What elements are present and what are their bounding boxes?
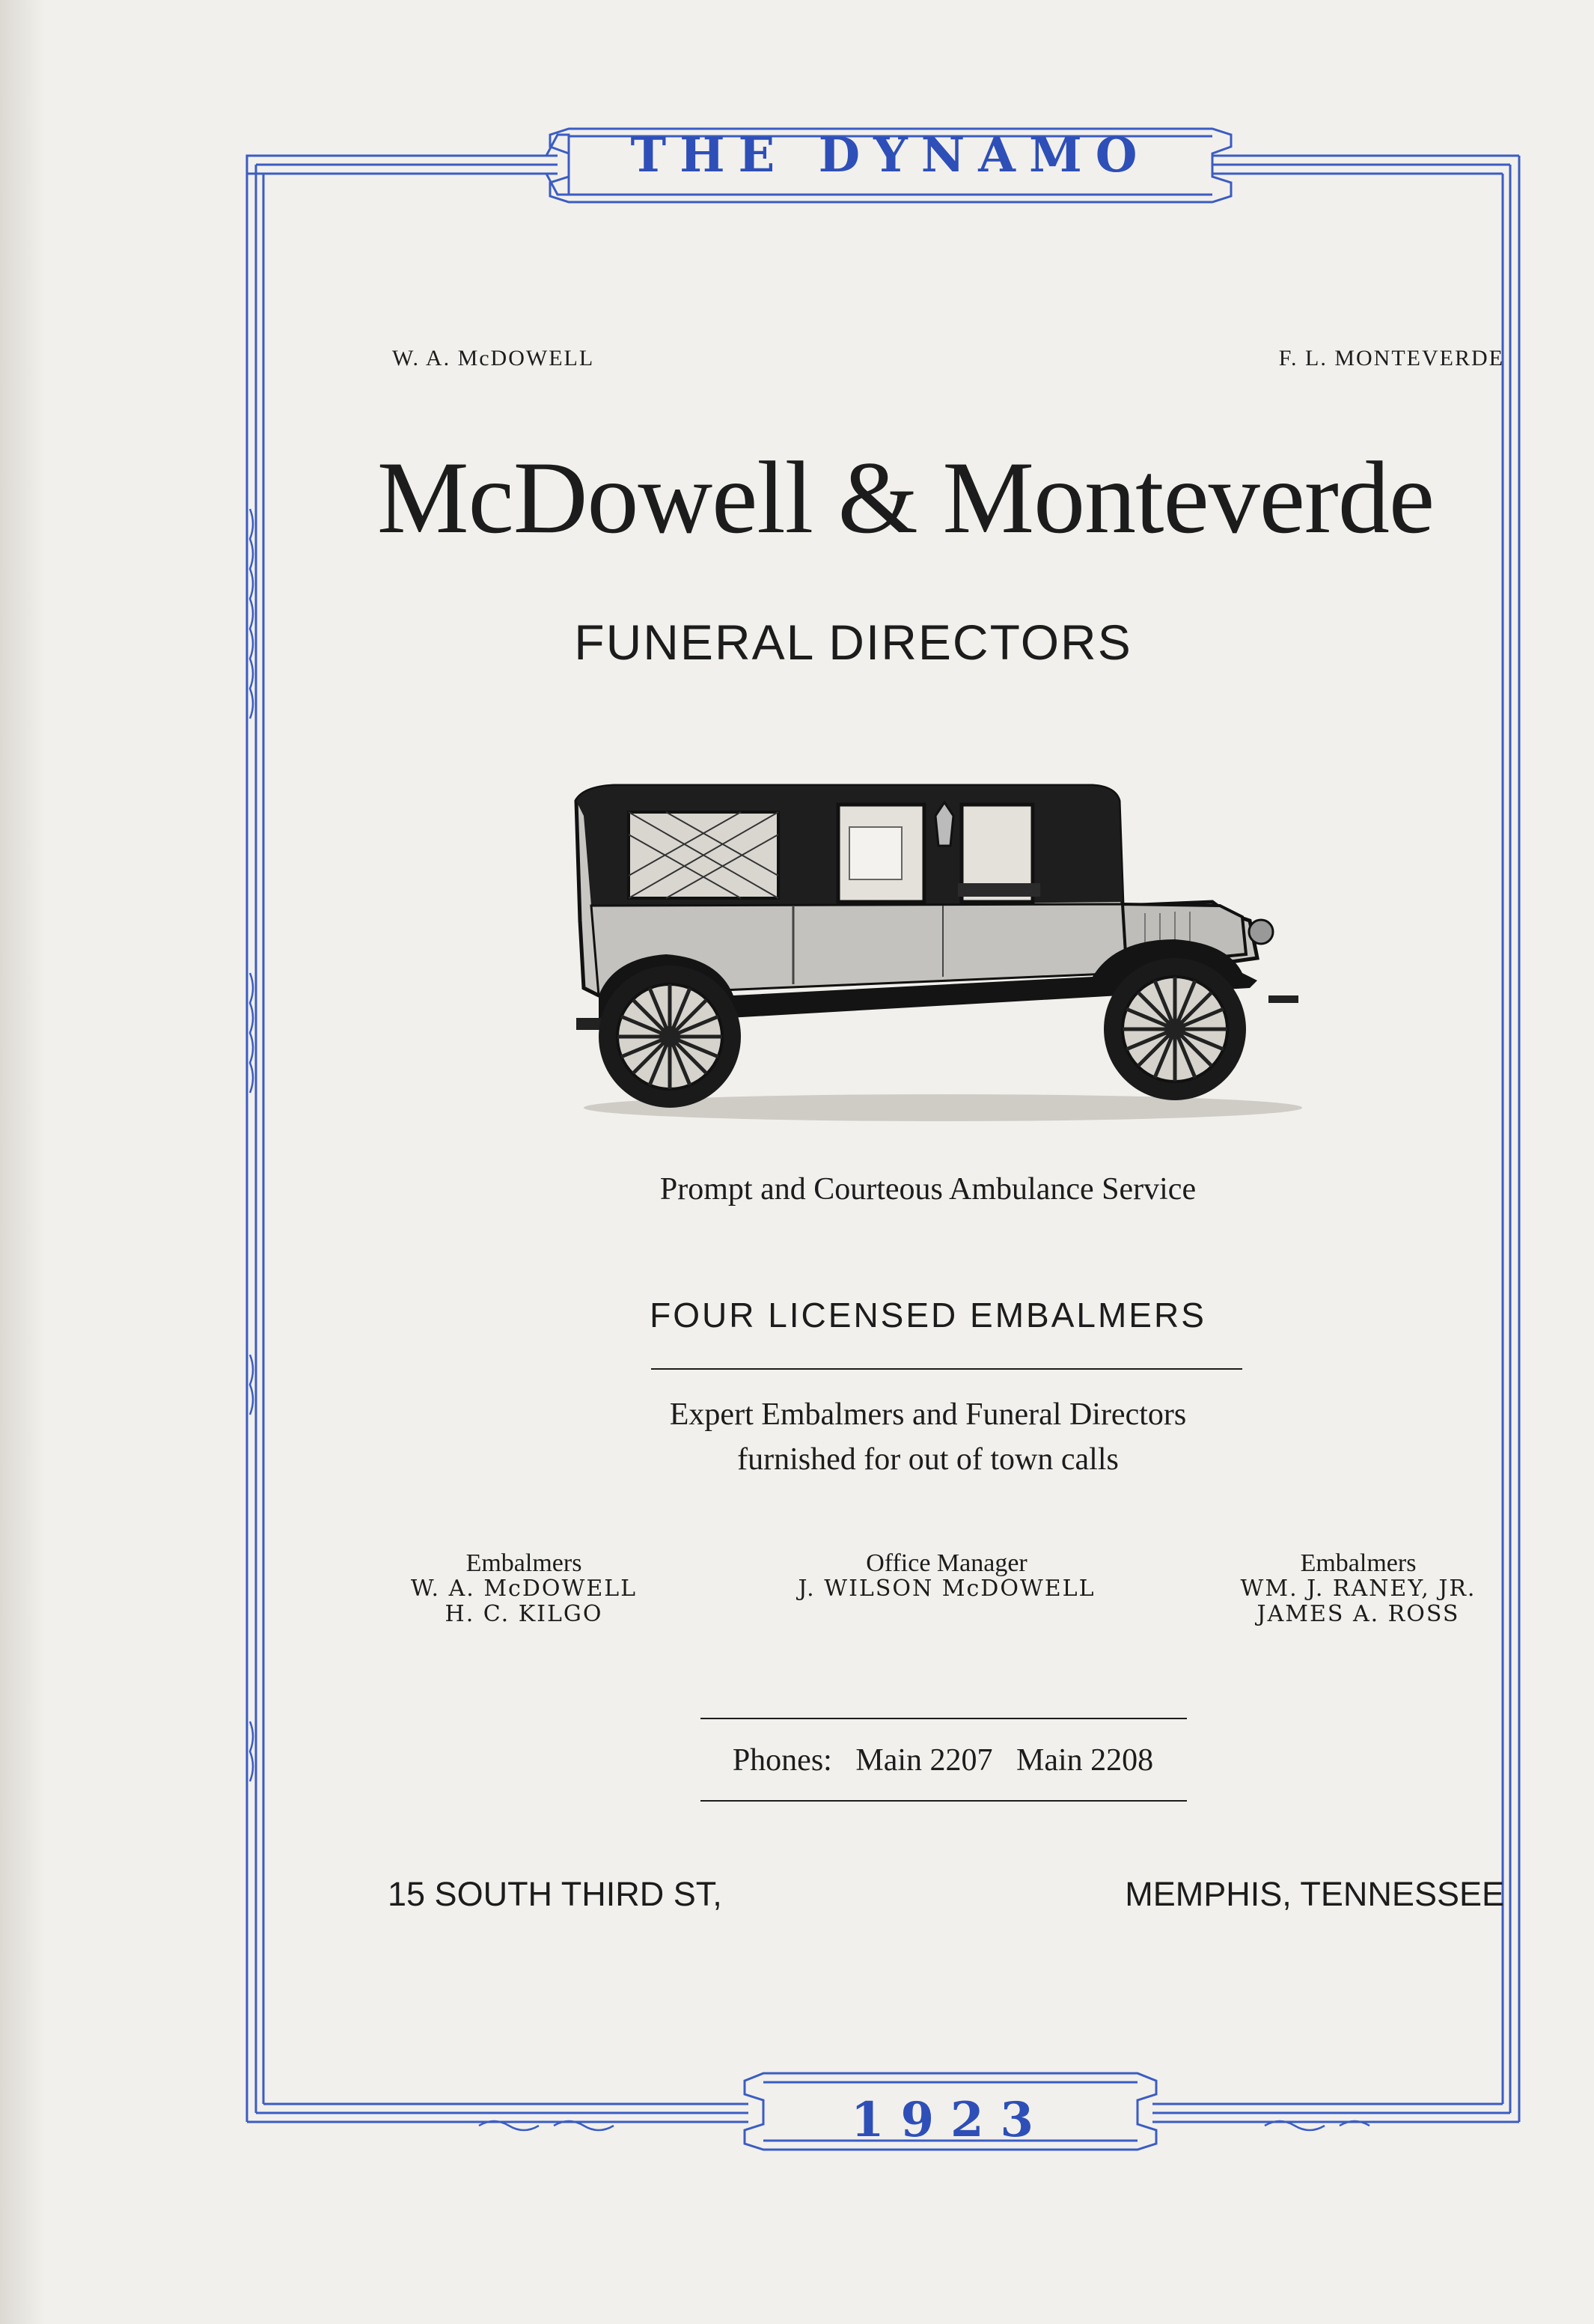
phone-number: Main 2208 [1016, 1743, 1154, 1778]
expert-line-1: Expert Embalmers and Funeral Directors [669, 1397, 1187, 1432]
staff-name: WM. J. RANEY, JR. [1240, 1576, 1477, 1602]
phones-top-rule [700, 1718, 1187, 1719]
staff-name: W. A. McDOWELL [410, 1576, 638, 1602]
expert-services-text [569, 1392, 1287, 1482]
staff-column-center [748, 1551, 1145, 1602]
divider-rule [651, 1368, 1242, 1370]
staff-role: Embalmers [465, 1549, 582, 1577]
partner-right: F. L. MONTEVERDE [1278, 346, 1504, 370]
licensed-embalmers-heading: FOUR LICENSED EMBALMERS [650, 1296, 1206, 1335]
city-address: MEMPHIS, TENNESSEE [1125, 1875, 1504, 1913]
phone-numbers [696, 1742, 1190, 1778]
firm-title: FUNERAL DIRECTORS [574, 614, 1132, 670]
staff-name: JAMES A. ROSS [1256, 1601, 1460, 1627]
phones-bottom-rule [700, 1800, 1187, 1802]
staff-role: Office Manager [866, 1549, 1027, 1577]
staff-role: Embalmers [1300, 1549, 1417, 1577]
footer-year: 1923 [850, 2092, 1051, 2148]
phone-number: Main 2207 [855, 1743, 993, 1778]
firm-name: McDowell & Monteverde [376, 440, 1435, 555]
staff-column-left [359, 1551, 688, 1627]
phones-label: Phones: [732, 1743, 832, 1778]
street-address: 15 SOUTH THIRD ST, [388, 1875, 722, 1913]
staff-name: J. WILSON McDOWELL [798, 1576, 1096, 1602]
ambulance-illustration [569, 771, 1317, 1130]
ambulance-tagline: Prompt and Courteous Ambulance Service [659, 1172, 1197, 1207]
staff-column-right [1190, 1551, 1527, 1627]
expert-line-2: furnished for out of town calls [737, 1442, 1119, 1477]
masthead-title: THE DYNAMO [630, 127, 1151, 183]
staff-name: H. C. KILGO [445, 1601, 603, 1627]
partner-left: W. A. McDOWELL [392, 346, 595, 370]
